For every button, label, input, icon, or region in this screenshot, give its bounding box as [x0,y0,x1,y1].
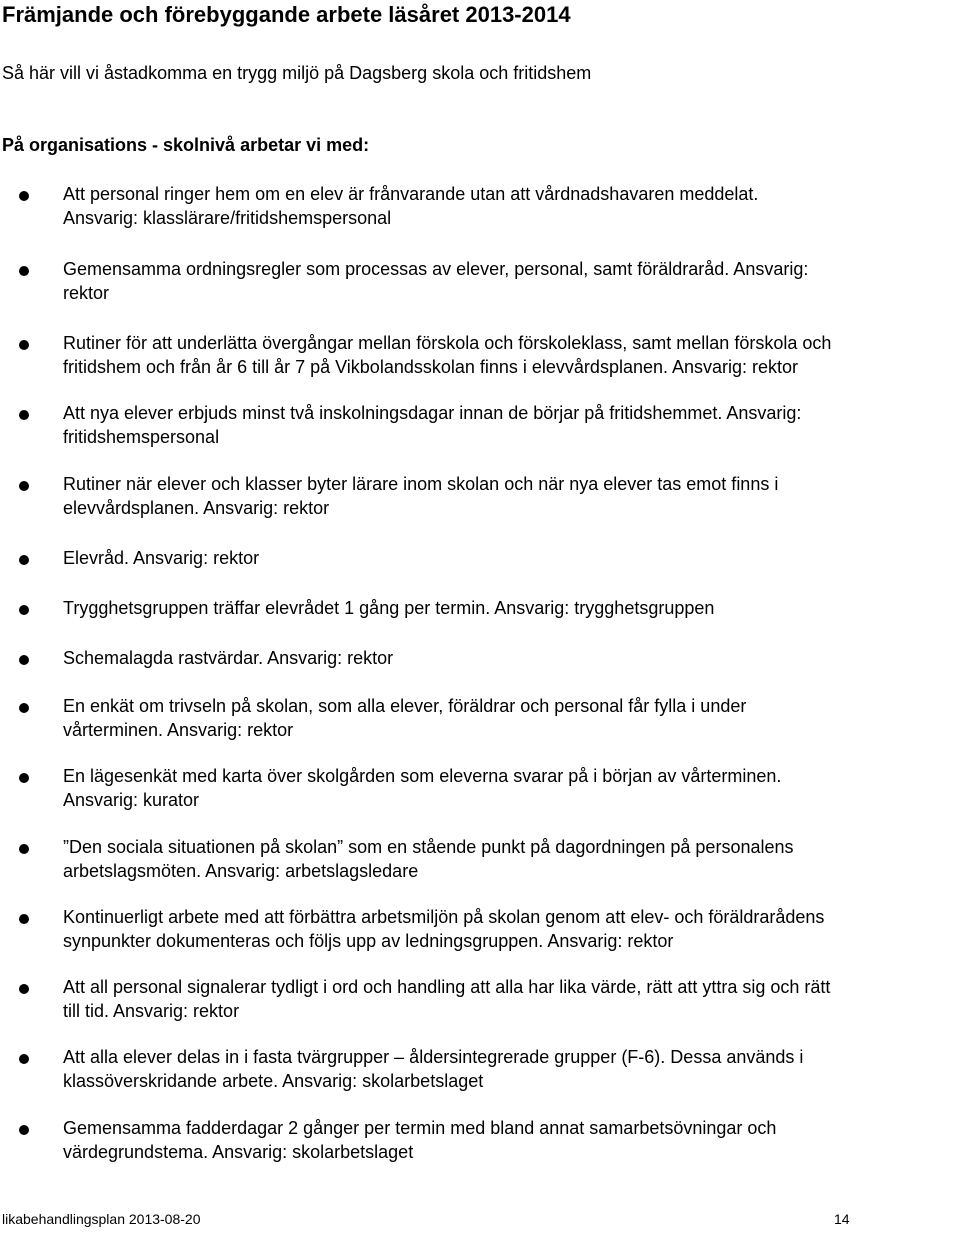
footer-page-number: 14 [834,1211,850,1227]
bullet-icon [19,410,29,420]
list-item-text: Att personal ringer hem om en elev är frånvarande utan att vårdnadshavaren meddelat. Ansvarig: klasslärare/fritidshemspersonal [63,184,759,228]
bullet-icon [19,555,29,565]
subtitle: Så här vill vi åstadkomma en trygg miljö på Dagsberg skola och fritidshem [2,63,592,83]
list-item-text: Att alla elever delas in i fasta tvärgrupper – åldersintegrerade grupper (F-6). Dessa används i klassöverskridande arbete. Ansvarig: skolarbetslaget [63,1047,804,1091]
bullet-icon [19,266,29,276]
bullet-icon [19,1054,29,1064]
bullet-icon [19,191,29,201]
page-title: Främjande och förebyggande arbete läsåret 2013-2014 [2,2,571,27]
bullet-icon [19,984,29,994]
list-item-text: Schemalagda rastvärdar. Ansvarig: rektor [63,648,394,668]
list-item-text: Kontinuerligt arbete med att förbättra arbetsmiljön på skolan genom att elev- och föräldrarådens synpunkter dokumenteras och följs upp av ledningsgruppen. Ansvarig: rektor [63,907,825,951]
footer-document-name: likabehandlingsplan 2013-08-20 [2,1211,201,1227]
bullet-icon [19,703,29,713]
bullet-icon [19,844,29,854]
list-item-text: Trygghetsgruppen träffar elevrådet 1 gång per termin. Ansvarig: trygghetsgruppen [63,598,715,618]
list-item-text: Att all personal signalerar tydligt i ord och handling att alla har lika värde, rätt att yttra sig och rätt till tid. Ansvarig: rektor [63,977,831,1021]
bullet-icon [19,340,29,350]
list-item-text: Elevråd. Ansvarig: rektor [63,548,260,568]
bullet-icon [19,1125,29,1135]
bullet-icon [19,605,29,615]
section-heading: På organisations - skolnivå arbetar vi med: [2,135,370,155]
list-item-text: Rutiner när elever och klasser byter lärare inom skolan och när nya elever tas emot finns i elevvårdsplanen. Ansvarig: rektor [63,474,779,518]
list-item-text: Gemensamma fadderdagar 2 gånger per termin med bland annat samarbetsövningar och värdegrundstema. Ansvarig: skolarbetslaget [63,1118,777,1162]
bullet-icon [19,655,29,665]
list-item-text: Gemensamma ordningsregler som processas av elever, personal, samt föräldraråd. Ansvarig: rektor [63,259,809,303]
bullet-icon [19,773,29,783]
list-item-text: Att nya elever erbjuds minst två inskolningsdagar innan de börjar på fritidshemmet. Ansvarig: fritidshemspersonal [63,403,802,447]
list-item-text: En lägesenkät med karta över skolgården som eleverna svarar på i början av vårterminen. Ansvarig: kurator [63,766,782,810]
list-item-text: En enkät om trivseln på skolan, som alla elever, föräldrar och personal får fylla i under vårterminen. Ansvarig: rektor [63,696,747,740]
bullet-icon [19,481,29,491]
list-item-text: Rutiner för att underlätta övergångar mellan förskola och förskoleklass, samt mellan förskola och fritidshem och från år 6 till år 7 på Vikbolandsskolan finns i elevvårdsplanen. Ansvarig: rektor [63,333,832,377]
list-item-text: ”Den sociala situationen på skolan” som en stående punkt på dagordningen på personalens arbetslagsmöten. Ansvarig: arbetslagsledare [63,837,794,881]
bullet-icon [19,914,29,924]
